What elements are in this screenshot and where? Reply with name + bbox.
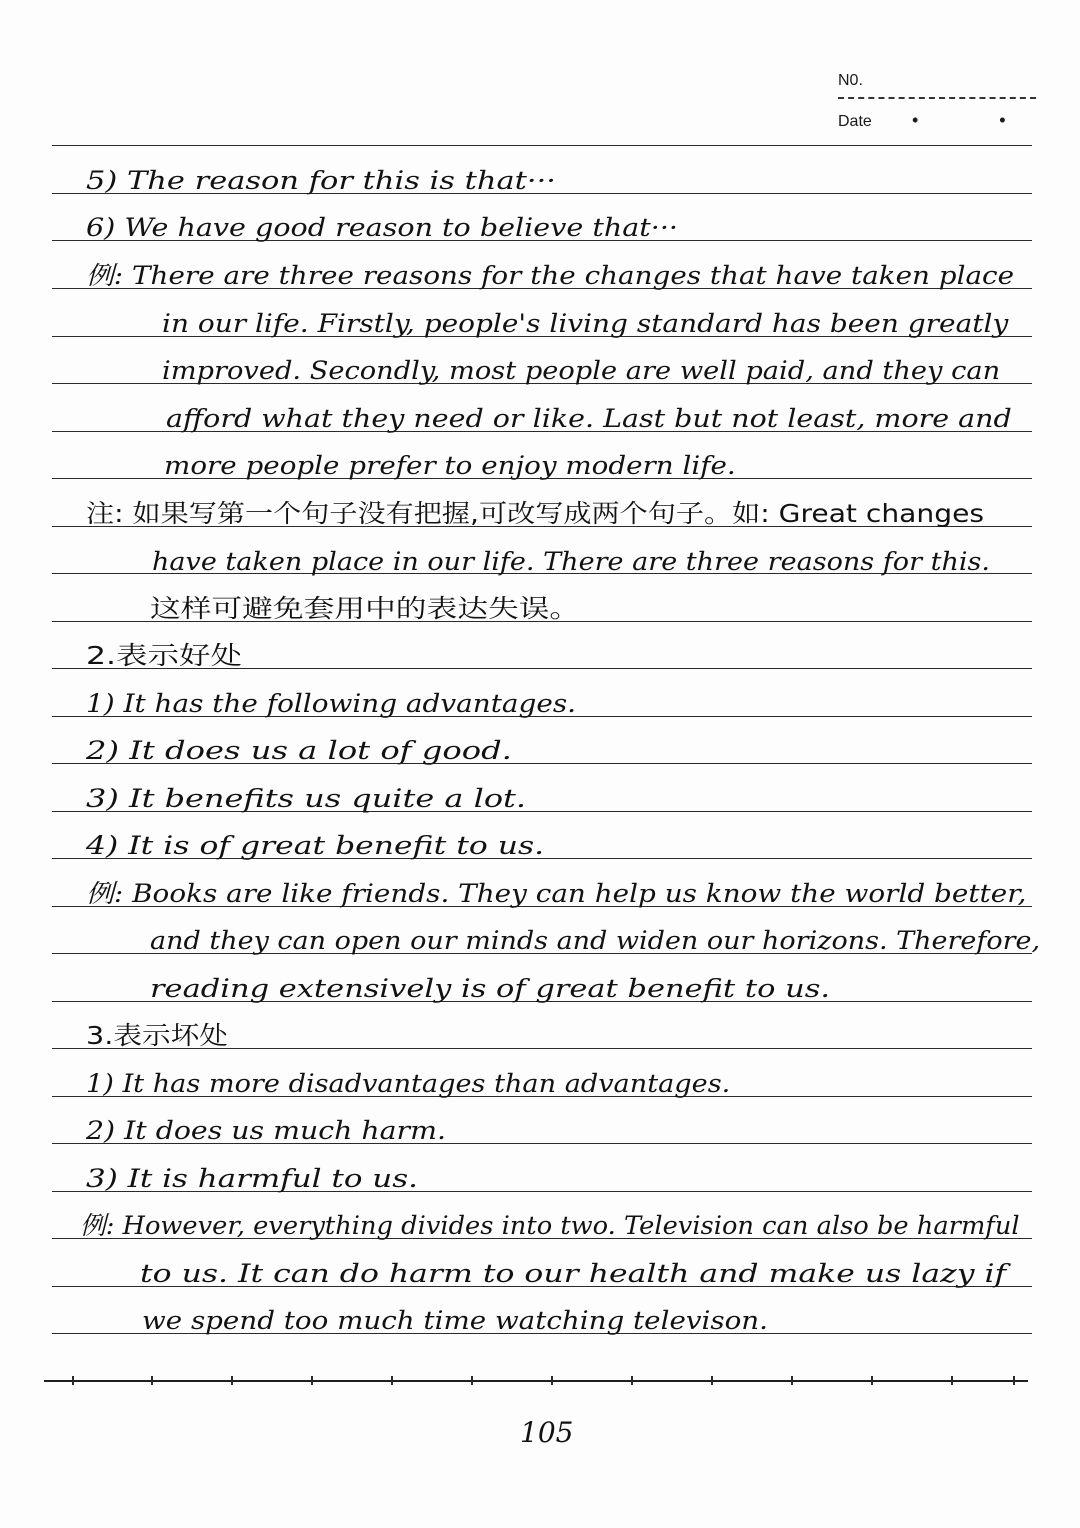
- handwritten-line: 这样可避免套用中的表达失误。: [150, 594, 581, 623]
- handwritten-line: we spend too much time watching televison.: [142, 1306, 768, 1335]
- handwritten-line: 3) It benefits us quite a lot.: [86, 784, 527, 813]
- handwritten-line: 2) It does us much harm.: [86, 1116, 446, 1145]
- section-heading: 3.表示坏处: [86, 1021, 228, 1050]
- ruled-line-bottom: [44, 1380, 1028, 1382]
- header-no-label: N0.: [838, 72, 863, 89]
- header-dashed-line: [838, 97, 1036, 99]
- ruler-tick: [551, 1376, 553, 1385]
- handwritten-line: 1) It has the following advantages.: [86, 689, 577, 718]
- ruler-tick: [471, 1376, 473, 1385]
- handwritten-line: 5) The reason for this is that···: [86, 166, 556, 195]
- section-heading: 2.表示好处: [86, 641, 242, 670]
- handwritten-line: 例: There are three reasons for the changes that have taken place: [86, 261, 1015, 290]
- handwritten-line: 例: Books are like friends. They can help us know the world better,: [86, 879, 1027, 908]
- handwritten-line: afford what they need or like. Last but not least, more and: [166, 404, 1012, 433]
- handwritten-line: 2) It does us a lot of good.: [86, 736, 512, 765]
- ruler-tick: [391, 1376, 393, 1385]
- ruler-tick: [151, 1376, 153, 1385]
- ruler-tick: [72, 1376, 74, 1385]
- ruled-line: [52, 145, 1032, 146]
- ruler-tick: [311, 1376, 313, 1385]
- handwritten-line: in our life. Firstly, people's living standard has been greatly: [162, 309, 1009, 338]
- handwritten-line: more people prefer to enjoy modern life.: [164, 451, 736, 480]
- handwritten-line: 例: However, everything divides into two. Television can also be harmful: [80, 1211, 1020, 1240]
- ruler-tick: [951, 1376, 953, 1385]
- handwritten-line: have taken place in our life. There are three reasons for this.: [152, 547, 991, 576]
- page-number: 105: [520, 1416, 574, 1449]
- ruler-tick: [871, 1376, 873, 1385]
- ruler-tick: [231, 1376, 233, 1385]
- ruler-tick: [631, 1376, 633, 1385]
- ruler-tick: [711, 1376, 713, 1385]
- handwritten-line: 注: 如果写第一个句子没有把握,可改写成两个句子。如: Great changes: [86, 499, 985, 528]
- header-date-label: Date: [838, 113, 872, 130]
- handwritten-line: 4) It is of great benefit to us.: [86, 831, 545, 860]
- handwritten-line: 6) We have good reason to believe that···: [86, 213, 679, 242]
- handwritten-line: 3) It is harmful to us.: [86, 1164, 418, 1193]
- handwritten-line: and they can open our minds and widen our horizons. Therefore,: [150, 926, 1041, 955]
- handwritten-line: reading extensively is of great benefit to us.: [150, 974, 831, 1003]
- header-date-dots: • •: [912, 110, 1044, 130]
- handwritten-line: 1) It has more disadvantages than advantages.: [86, 1069, 731, 1098]
- ruler-tick: [791, 1376, 793, 1385]
- ruler-tick: [1013, 1376, 1015, 1385]
- handwritten-line: improved. Secondly, most people are well paid, and they can: [162, 356, 1001, 385]
- handwritten-line: to us. It can do harm to our health and make us lazy if: [140, 1259, 1007, 1288]
